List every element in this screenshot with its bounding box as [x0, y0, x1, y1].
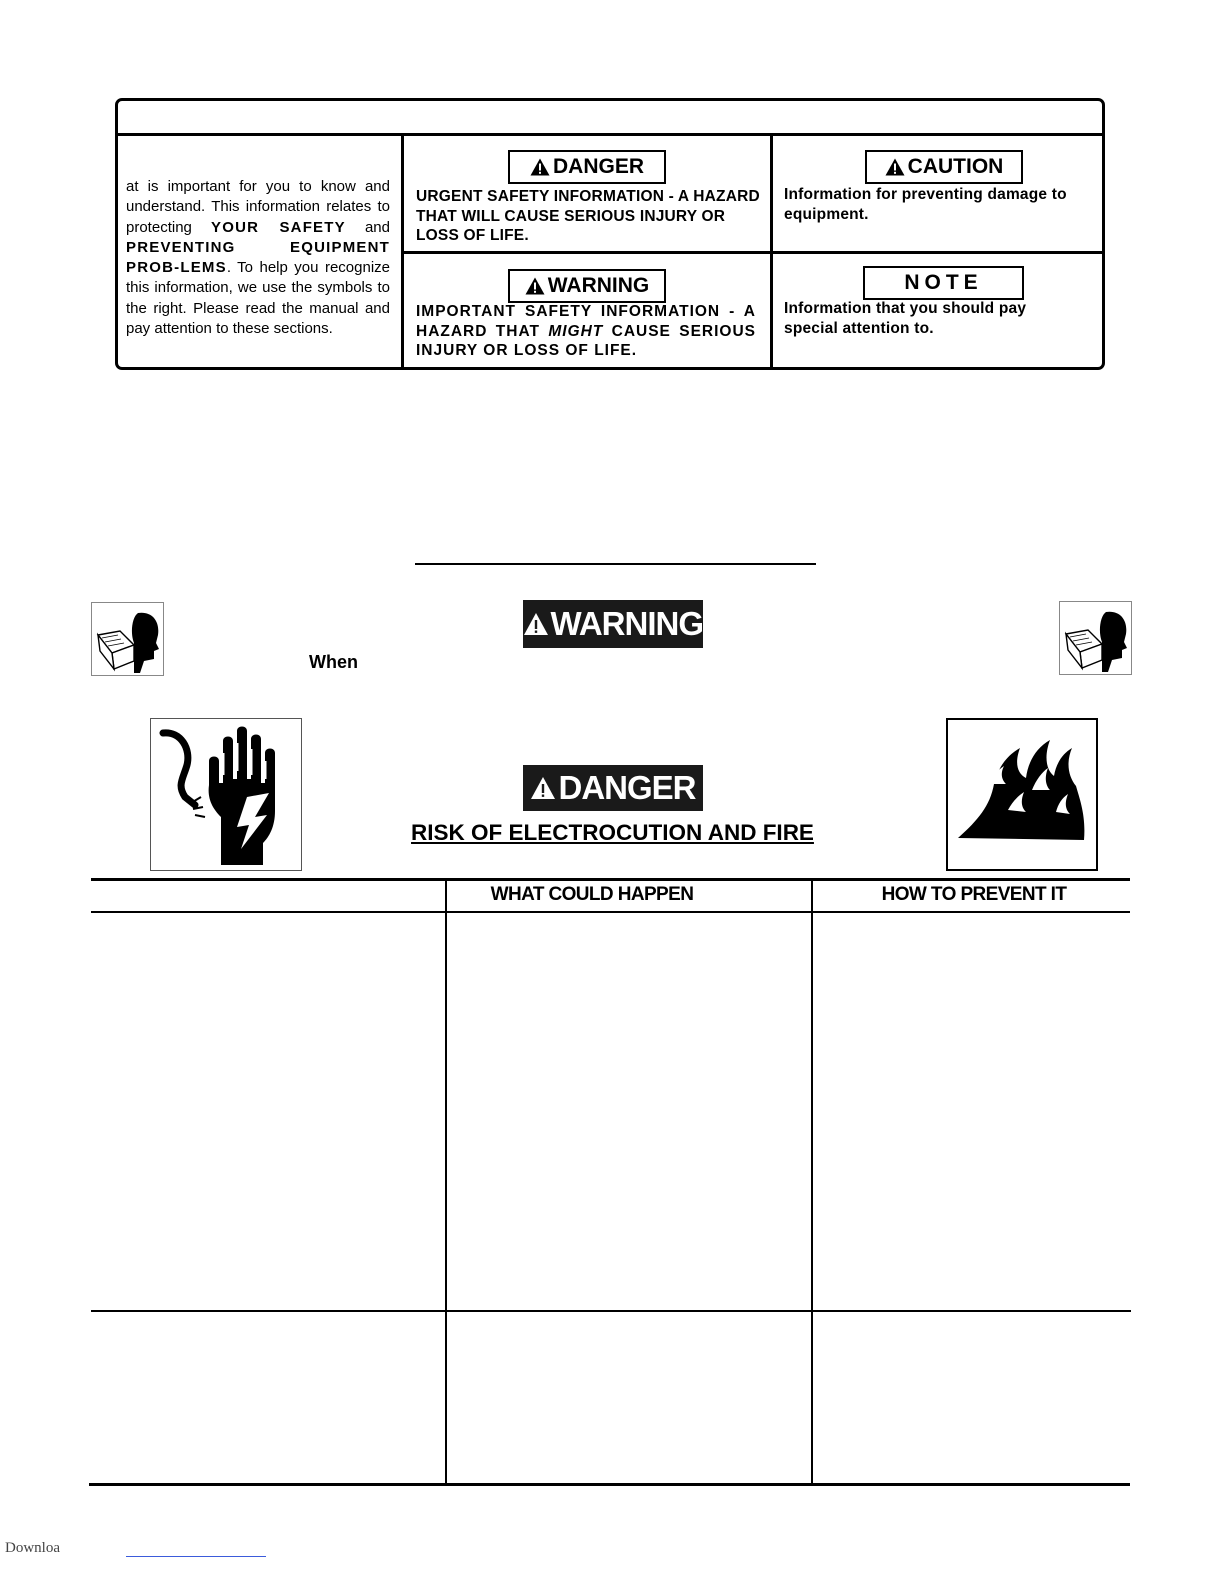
- legend-header-bar: [118, 101, 1102, 136]
- footer-text: Downloa: [5, 1540, 60, 1556]
- note-description: Information that you should pay special attention to.: [784, 300, 1027, 337]
- caution-label: CAUTION: [865, 150, 1023, 184]
- warning-triangle-icon: [530, 158, 550, 176]
- warning-description: IMPORTANT SAFETY INFORMATION - A HAZARD THAT MIGHT CAUSE SERIOUS INJURY OR LOSS OF LIFE.: [416, 303, 756, 359]
- section-rule: [415, 563, 816, 565]
- table-top-border: [91, 878, 1130, 881]
- read-manual-icon: [91, 602, 164, 676]
- safety-legend-box: [115, 98, 1105, 370]
- table-header-what-could-happen: WHAT COULD HAPPEN: [490, 884, 694, 905]
- legend-intro-text: at is important for you to know and understand. This information relates to protecting YOUR SAFETY and PREVENTING EQUIPMENT PROB-LEMS. To help you recognize this information, we use the symbols to the right. Please read the manual and pay attention to these sections.: [126, 178, 390, 338]
- table-header-border: [91, 911, 1130, 913]
- table-header-how-to-prevent: HOW TO PREVENT IT: [881, 884, 1067, 905]
- warning-triangle-icon: [525, 277, 545, 295]
- danger-description: URGENT SAFETY INFORMATION - A HAZARD THAT WILL CAUSE SERIOUS INJURY OR LOSS OF LIFE.: [416, 188, 760, 244]
- warning-triangle-icon: [885, 158, 905, 176]
- danger-banner: DANGER: [523, 765, 703, 811]
- warning-when-text: When: [309, 652, 358, 672]
- danger-label: DANGER: [508, 150, 666, 184]
- caution-description: Information for preventing damage to equipment.: [784, 186, 1067, 223]
- electric-shock-icon: [150, 718, 302, 871]
- danger-title: RISK OF ELECTROCUTION AND FIRE: [411, 820, 814, 845]
- legend-divider: [401, 251, 1103, 254]
- footer-link[interactable]: [126, 1556, 266, 1557]
- table-row-divider: [91, 1310, 1131, 1312]
- warning-triangle-icon: [530, 776, 556, 800]
- warning-triangle-icon: [523, 612, 549, 636]
- table-column-divider: [445, 880, 447, 1485]
- warning-label: WARNING: [508, 269, 666, 303]
- warning-banner: WARNING: [523, 600, 703, 648]
- table-column-divider: [811, 880, 813, 1485]
- read-manual-icon: [1059, 601, 1132, 675]
- note-label: NOTE: [863, 266, 1024, 300]
- fire-icon: [946, 718, 1098, 871]
- table-bottom-border: [89, 1483, 1130, 1486]
